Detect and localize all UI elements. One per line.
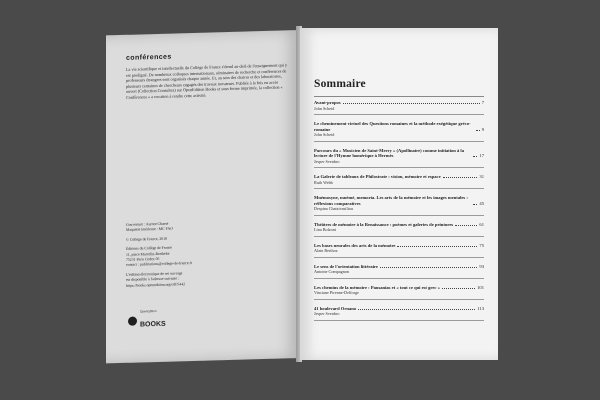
toc-separator [314, 215, 484, 216]
toc-entry-title: Les bases neurales des arts de la mémoire [314, 242, 396, 248]
toc-page-number: 7 [481, 100, 484, 105]
credit-line: 75231 Paris Cedex 05 [126, 256, 160, 262]
heading-rule [314, 96, 484, 97]
toc-entry-author: Antoine Compagnon [314, 269, 350, 275]
toc-page-number: 45 [479, 200, 484, 206]
logo-small-text: OpenEdition [140, 309, 157, 314]
credit-line: est disponible à l'adresse suivante : [126, 276, 180, 283]
toc-page-number: 75 [479, 242, 484, 248]
toc-entry [314, 285, 484, 300]
credits-block [126, 218, 288, 289]
toc-page-number: 31 [479, 174, 484, 180]
toc-leader-dots [397, 246, 477, 247]
table-of-contents [314, 100, 484, 327]
toc-line [314, 148, 484, 159]
toc-entry-title: Le sens de l'orientation littéraire [314, 263, 378, 269]
toc-separator [314, 320, 484, 321]
toc-entry [314, 148, 484, 168]
right-page [300, 28, 498, 360]
toc-entry-title: 41 boulevard Ornano [314, 305, 357, 311]
intro-text: La vie scientifique et intellectuelle du Collège de France s'étend au-delà de l'enseignement qui y est prodigué. De nombreux colloques internationaux, séminaires de recherche et conférences de professeurs étrangers sont organisés chaque année. Et, au sein des chaires et des laboratoires, plusieurs centaines de chercheurs engagés des travaux novateurs. Publiée à la fois en accès ouvert (Collection Consultez) sur OpenEdition Books et sous forme imprimée, la collection « Conférences » a vocation à rendre cette activité. [126, 62, 288, 100]
toc-leader-dots [443, 177, 478, 178]
toc-entry [314, 195, 484, 215]
toc-entry-title: Théâtres de mémoire à la Renaissance : poèmes et galeries de peintures [314, 221, 454, 227]
toc-entry-title: Parcours du « Musicien de Saint-Merry » (Apollinaire) comme initiation à la lecture de l'Hymne homérique à Hermès [314, 147, 465, 159]
series-intro [126, 62, 288, 100]
toc-entry-author: Despina Chatzivasiliou [314, 206, 353, 212]
toc-entry-author: John Scheid [314, 105, 335, 111]
toc-entry [314, 222, 484, 237]
toc-separator [314, 236, 484, 237]
openedition-logo-icon [128, 317, 137, 326]
toc-entry [314, 121, 484, 141]
toc-page-number: 93 [479, 263, 484, 269]
toc-entry [314, 306, 484, 321]
toc-entry [314, 264, 484, 279]
logo-wordmark [140, 310, 166, 332]
credit-line: Éditions du Collège de France [126, 245, 172, 252]
toc-page-number: 17 [479, 153, 484, 159]
toc-separator [314, 278, 484, 279]
toc-entry-title: La Galerie de tableaux de Philostrate : vision, mémoire et espace [314, 174, 441, 180]
toc-leader-dots [358, 309, 475, 310]
toc-page-number: 9 [481, 126, 484, 132]
toc-page-number: 101 [477, 284, 484, 290]
toc-entry [314, 100, 484, 115]
toc-separator [314, 299, 484, 300]
left-page [106, 30, 300, 363]
toc-leader-dots [442, 288, 475, 289]
toc-entry-title: Les chemins de la mémoire : Pausanias et « tout ce qui est grec » [314, 284, 440, 290]
toc-leader-dots [455, 225, 477, 226]
credit-line: contact : publications@college-de-france.fr [126, 261, 193, 268]
toc-leader-dots [343, 103, 480, 104]
toc-separator [314, 188, 484, 189]
toc-separator [314, 114, 484, 115]
toc-separator [314, 257, 484, 258]
credit-line: https://books.openedition.org/cdf/5442 [126, 281, 185, 288]
open-book [100, 26, 502, 362]
toc-page-number: 61 [479, 221, 484, 227]
toc-entry-author: Jesper Svenbro [314, 311, 340, 317]
toc-leader-dots [473, 156, 477, 157]
credit-line: L'édition électronique de cet ouvrage [126, 271, 183, 277]
credit-line: © Collège de France, 2018 [126, 236, 167, 242]
toc-page-number: 113 [477, 305, 484, 311]
toc-entry-author: Alain Berthoz [314, 248, 338, 254]
page-title: Sommaire [314, 78, 366, 90]
credit-line: Maquette intérieure : MC FAO [126, 226, 173, 233]
logo-big-text: BOOKS [140, 320, 166, 329]
toc-entry-author: Ruth Webb [314, 179, 333, 185]
toc-entry-title: Mnémosyne, mnémé, memoria. Les arts de la mémoire et les images mentales : réflexions comparatives [314, 195, 468, 206]
toc-separator [314, 141, 484, 142]
toc-line [314, 195, 484, 206]
toc-entry [314, 174, 484, 189]
toc-entry-title: Avant-propos [314, 100, 341, 105]
series-title: conférences [126, 53, 172, 62]
toc-entry-author: Jesper Svenbro [314, 158, 340, 164]
toc-entry [314, 243, 484, 258]
toc-entry-title: Le cheminement virtuel des Questions romaines et la méthode exégétique gréco-romaine [314, 120, 471, 132]
toc-leader-dots [473, 204, 477, 205]
toc-separator [314, 167, 484, 168]
toc-line [314, 121, 484, 132]
toc-entry-author: John Scheid [314, 132, 335, 138]
toc-entry-author: Lina Bolzoni [314, 227, 336, 233]
toc-entry-author: Vinciane Pirenne-Delforge [314, 290, 359, 296]
openedition-books-logo [128, 310, 166, 332]
toc-leader-dots [380, 267, 477, 268]
credit-line: Couverture : Aurore Chassé [126, 221, 169, 227]
credit-line: 11, place Marcelin-Berthelot [126, 251, 170, 257]
toc-leader-dots [476, 130, 480, 131]
